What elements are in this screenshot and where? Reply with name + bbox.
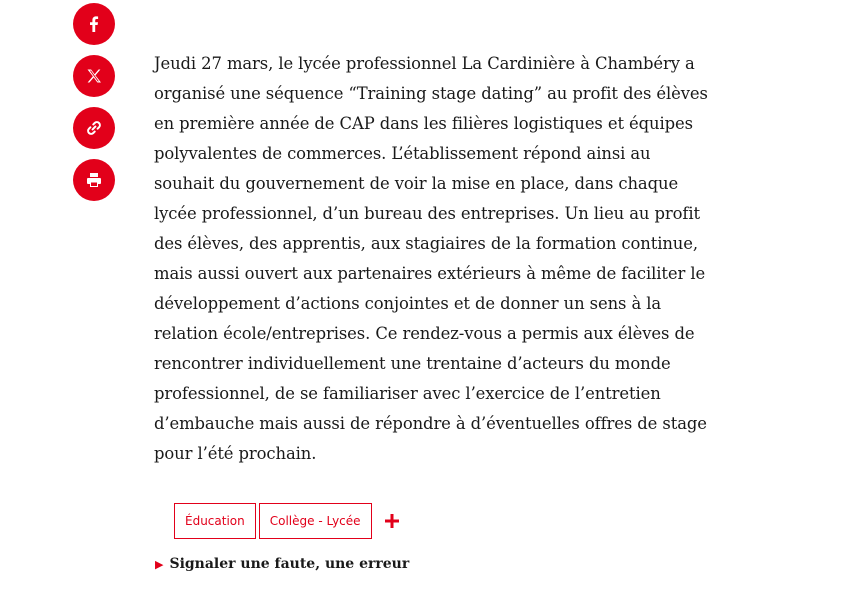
link-icon xyxy=(84,118,104,138)
article-body: Jeudi 27 mars, le lycée professionnel La Cardinière à Chambéry a organisé une séquence “Training stage dating” au profit des élèves en première année de CAP dans les filières logistiques et équipes polyvalentes de commerces. L’établissement répond ainsi au souhait du gouvernement de voir la mise en place, dans chaque lycée professionnel, d’un bureau des entreprises. Un lieu au profit des élèves, des apprentis, aux stagiaires de la formation continue, mais aussi ouvert aux partenaires extérieurs à même de faciliter le développement d’actions conjointes et de donner un sens à la relation école/entreprises. Ce rendez-vous a permis aux élèves de rencontrer individuellement une trentaine d’acteurs du monde professionnel, de se familiariser avec l’exercice de l’entretien d’embauche mais aussi de répondre à d’éventuelles offres de stage pour l’été prochain. xyxy=(154,54,708,463)
print-icon xyxy=(84,170,104,190)
tag-education[interactable]: Éducation xyxy=(174,503,256,539)
share-link-button[interactable] xyxy=(73,107,115,149)
tag-list xyxy=(174,503,401,539)
caret-right-icon: ▶ xyxy=(155,557,164,571)
x-icon xyxy=(85,67,103,85)
more-tags-button[interactable] xyxy=(383,512,401,530)
share-x-button[interactable] xyxy=(73,55,115,97)
share-facebook-button[interactable] xyxy=(73,3,115,45)
tag-college-lycee[interactable]: Collège - Lycée xyxy=(259,503,372,539)
facebook-icon xyxy=(84,14,104,34)
report-error-label: Signaler une faute, une erreur xyxy=(169,556,410,572)
plus-icon xyxy=(384,513,400,529)
report-error-link[interactable] xyxy=(155,556,409,572)
share-print-button[interactable] xyxy=(73,159,115,201)
share-bar xyxy=(73,3,115,211)
